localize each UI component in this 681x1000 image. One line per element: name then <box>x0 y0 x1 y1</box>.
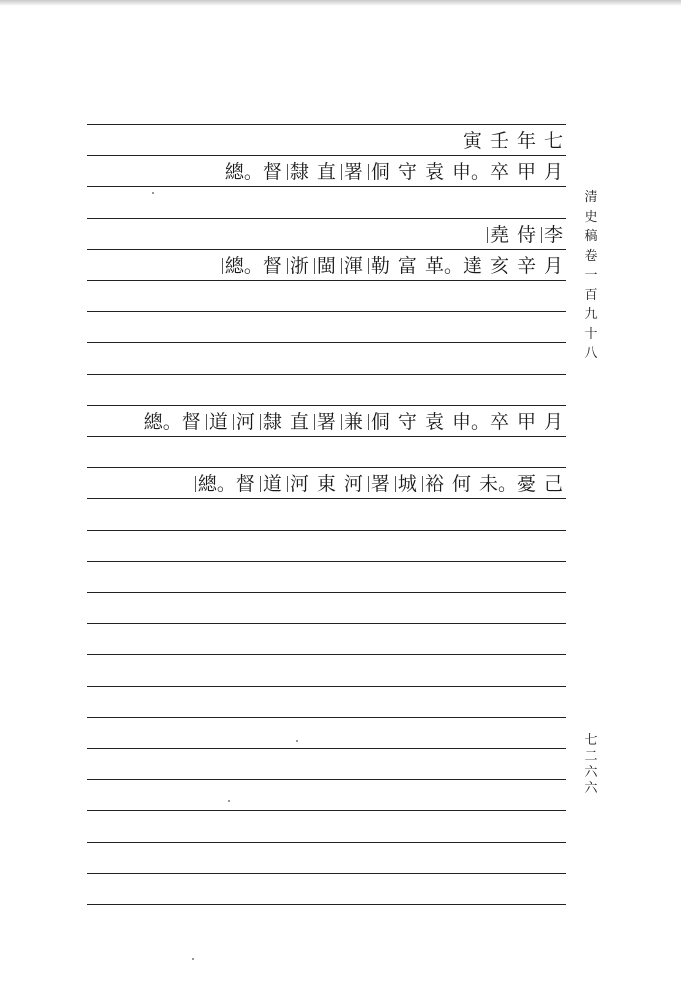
table-cell-glyph: 直 <box>289 410 309 433</box>
table-rule <box>87 311 566 312</box>
table-rule <box>87 623 566 624</box>
table-row <box>217 251 563 281</box>
table-rule <box>87 686 566 687</box>
table-cell-glyph: 直 <box>316 161 336 184</box>
table-rule <box>87 810 566 811</box>
table-cell-glyph: 侗 <box>371 407 390 437</box>
page-number: 七二六六 <box>584 733 598 796</box>
table-cell-glyph: 七 <box>543 130 563 152</box>
table-cell-glyph: 己 <box>543 473 563 496</box>
table-cell-glyph: 河 <box>343 473 363 496</box>
table-cell-glyph: 閩 <box>317 251 336 281</box>
table-cell-glyph: 總。督 <box>224 161 282 184</box>
table-cell-glyph: 河 <box>290 469 309 499</box>
table-cell-glyph: 隸 <box>263 407 282 437</box>
table-cell-glyph: 月 <box>543 410 563 433</box>
table-cell-glyph: 道 <box>209 407 228 437</box>
table-cell-glyph: 浙 <box>290 251 309 281</box>
table-rule <box>87 904 566 905</box>
table-rule <box>87 530 566 531</box>
table-cell-glyph: 亥 <box>489 254 509 277</box>
table-rule <box>87 467 566 468</box>
table-cell-glyph: 袁 <box>424 410 444 433</box>
table-rule <box>87 717 566 718</box>
table-cell-glyph: 總。督 <box>143 410 201 433</box>
table-cell-glyph: 月 <box>543 161 563 184</box>
table-cell-glyph: 總。督 <box>225 251 282 281</box>
table-rule <box>87 842 566 843</box>
table-cell-glyph: 申。卒 <box>451 161 509 184</box>
table-cell-glyph: 甲 <box>516 410 536 433</box>
table-cell-glyph: 兼 <box>344 407 363 437</box>
table-cell-glyph: 革。達 <box>424 254 482 277</box>
side-title: 清史稿卷一百九十八 <box>584 190 598 361</box>
table-cell-glyph: 道 <box>263 469 282 499</box>
table-cell-glyph: 袁 <box>424 161 444 184</box>
table-cell-glyph: 侗 <box>371 157 390 187</box>
table-cell-glyph: 壬 <box>489 130 509 152</box>
table-cell-glyph: 月 <box>543 254 563 277</box>
table-cell-glyph: 李 <box>544 220 563 250</box>
table-cell-glyph: 城 <box>398 469 417 499</box>
table-row <box>136 407 563 437</box>
table-cell-glyph: 申。卒 <box>451 410 509 433</box>
table-cell-glyph: 守 <box>397 410 417 433</box>
table-cell-glyph: 署 <box>317 407 336 437</box>
table-row <box>455 126 563 156</box>
table-cell-glyph: 勒 <box>371 251 390 281</box>
table-cell-glyph: 河 <box>236 407 255 437</box>
table-cell-glyph: 署 <box>344 157 363 187</box>
table-rule <box>87 592 566 593</box>
table-cell-glyph: 寅 <box>462 130 482 152</box>
table-cell-glyph: 何 <box>451 473 471 496</box>
table-rule <box>87 218 566 219</box>
table-cell-glyph: 總。督 <box>198 469 255 499</box>
table-rule <box>87 654 566 655</box>
table-rule <box>87 561 566 562</box>
table-cell-glyph: 辛 <box>516 254 536 277</box>
table-cell-glyph: 侍 <box>516 223 536 246</box>
table-cell-glyph: 甲 <box>516 161 536 184</box>
scan-speck <box>296 740 298 742</box>
table-cell-glyph: 渾 <box>344 251 363 281</box>
table-cell-glyph: 署 <box>371 469 390 499</box>
table-row <box>217 157 563 187</box>
table-rule <box>87 124 566 125</box>
table-rule <box>87 342 566 343</box>
table-rule <box>87 873 566 874</box>
table-cell-glyph: 堯 <box>490 220 509 250</box>
scan-speck <box>152 192 154 194</box>
table-cell-glyph: 東 <box>316 473 336 496</box>
scan-speck <box>192 958 194 960</box>
table-cell-glyph: 年 <box>516 130 536 152</box>
table-rule <box>87 374 566 375</box>
table-cell-glyph: 隸 <box>290 157 309 187</box>
table-cell-glyph: 守 <box>397 161 417 184</box>
table-rule <box>87 779 566 780</box>
scan-speck <box>228 800 230 802</box>
table-rule <box>87 405 566 406</box>
table-row <box>482 220 563 250</box>
table-rule <box>87 748 566 749</box>
table-cell-glyph: 裕 <box>425 469 444 499</box>
table-cell-glyph: 富 <box>397 254 417 277</box>
table-row <box>190 469 563 499</box>
table-cell-glyph: 未。憂 <box>478 473 536 496</box>
